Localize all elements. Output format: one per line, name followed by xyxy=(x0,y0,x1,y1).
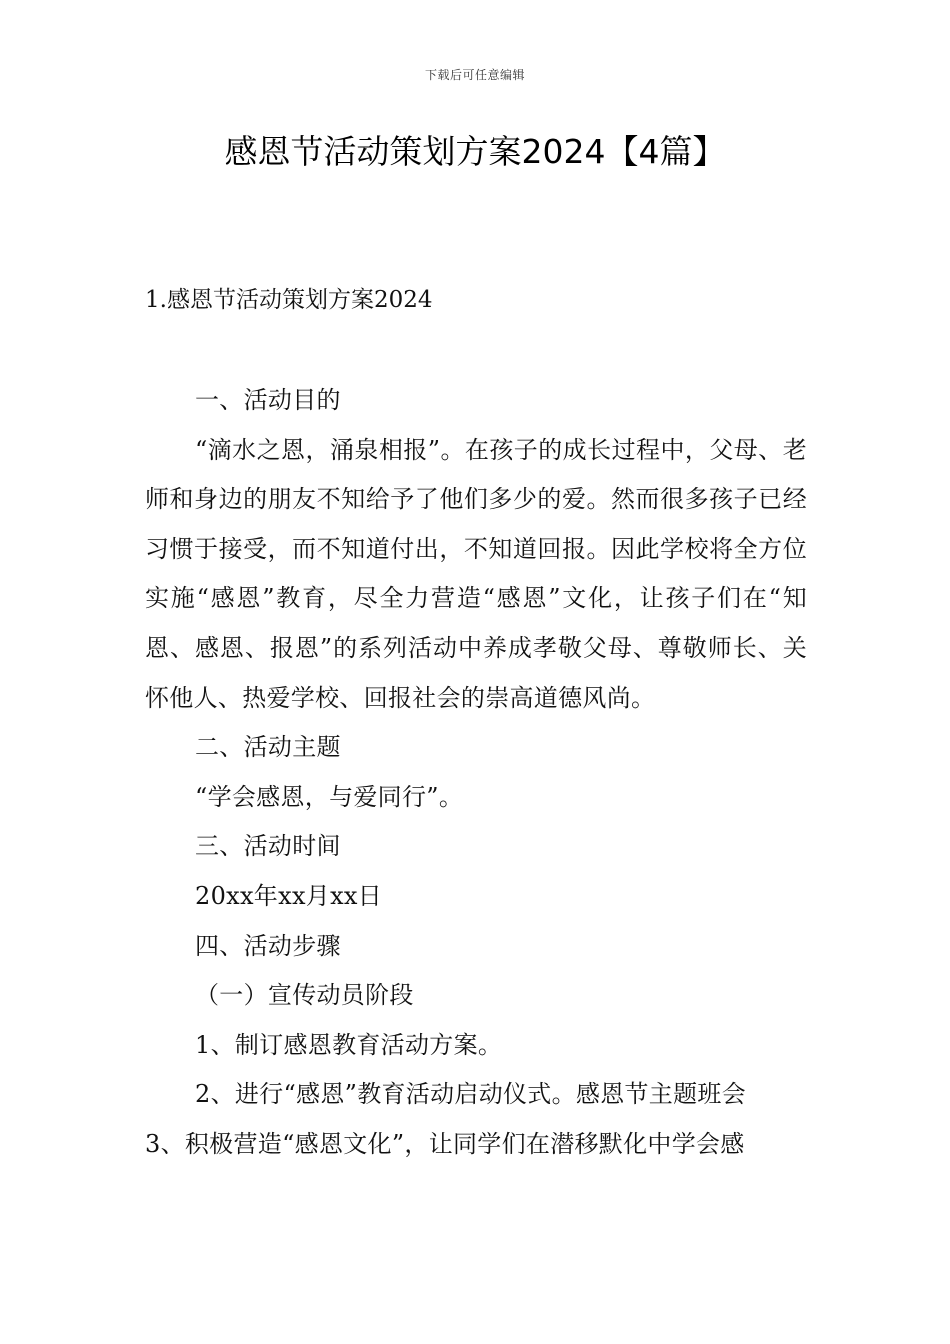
heading-activity-steps: 四、活动步骤 xyxy=(195,931,341,960)
paragraph-purpose: “滴水之恩，涌泉相报”。在孩子的成长过程中，父母、老师和身边的朋友不知给予了他们多少的爱。然而很多孩子已经习惯于接受，而不知道付出，不知道回报。因此学校将全方位实施“感恩”教育，尽全力营造“感恩”文化，让孩子们在“知恩、感恩、报恩”的系列活动中养成孝敬父母、尊敬师长、关怀他人、热爱学校、回报社会的崇高道德风尚。 xyxy=(145,435,807,712)
page-header-note: 下载后可任意编辑 xyxy=(424,68,525,82)
list-item-2: 2、进行“感恩”教育活动启动仪式。感恩节主题班会 xyxy=(195,1080,747,1109)
section-heading: 1.感恩节活动策划方案2024 xyxy=(145,287,433,313)
paragraph-time: 20xx年xx月xx日 xyxy=(195,881,383,910)
heading-activity-theme: 二、活动主题 xyxy=(195,733,341,762)
heading-activity-time: 三、活动时间 xyxy=(195,832,341,861)
list-item-3: 3、积极营造“感恩文化”，让同学们在潜移默化中学会感 xyxy=(145,1129,745,1158)
document-title: 感恩节活动策划方案2024【4篇】 xyxy=(224,132,726,171)
subheading-publicity-stage: （一）宣传动员阶段 xyxy=(195,981,414,1010)
paragraph-theme: “学会感恩，与爱同行”。 xyxy=(195,782,464,811)
document-body xyxy=(145,376,807,1170)
heading-activity-purpose: 一、活动目的 xyxy=(195,386,341,414)
list-item-1: 1、制订感恩教育活动方案。 xyxy=(195,1030,503,1059)
